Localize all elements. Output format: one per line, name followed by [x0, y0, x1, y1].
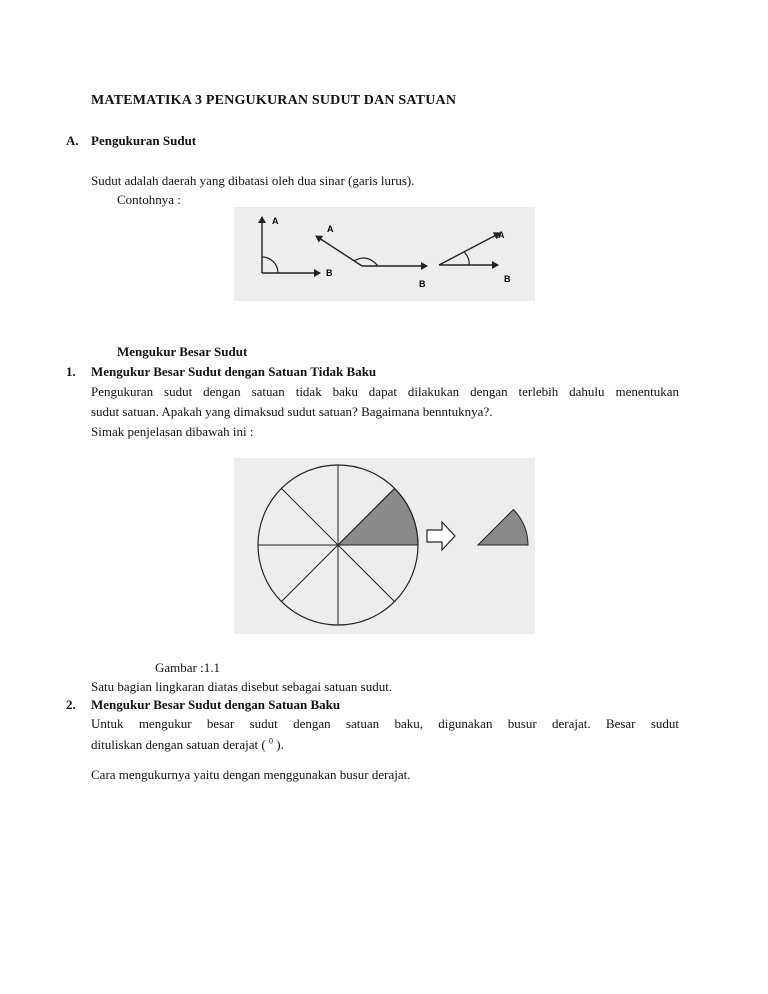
right-arrow-icon: [427, 522, 455, 550]
angle-figure: [234, 207, 535, 301]
page-title: MATEMATIKA 3 PENGUKURAN SUDUT DAN SATUAN: [91, 93, 457, 108]
after-figure-text: Satu bagian lingkaran diatas disebut sebagai satuan sudut.: [91, 679, 393, 694]
degree-superscript: 0: [268, 736, 273, 746]
item-1-line-2: sudut satuan. Apakah yang dimaksud sudut satuan? Bagaimana benntuknya?.: [91, 404, 493, 419]
section-a-marker: A.: [66, 133, 79, 148]
item-2-line-1: Untuk mengukur besar sudut dengan satuan baku, digunakan busur derajat. Besar sudut: [91, 716, 679, 731]
item-2-line-2: dituliskan dengan satuan derajat ( $^0$ ).: [91, 736, 284, 752]
label-a-1: A: [272, 216, 279, 226]
figure-caption: Gambar :1.1: [155, 660, 220, 675]
angle-arc-3: [464, 252, 469, 265]
item-1-line-1: Pengukuran sudut dengan satuan tidak baku dapat dilakukan dengan terlebih dahulu menentukan: [91, 384, 679, 399]
section-a-heading: Pengukuran Sudut: [91, 133, 197, 148]
item-2-number: 2.: [66, 697, 76, 712]
label-b-2: B: [419, 279, 426, 289]
label-a-3: A: [498, 230, 505, 240]
unit-sector: [478, 510, 528, 545]
label-b-3: B: [504, 274, 511, 284]
ray-a-2: [316, 236, 362, 266]
example-label: Contohnya :: [117, 192, 181, 207]
angle-diagram: [234, 207, 535, 301]
angle-arc-1: [262, 257, 278, 273]
ray-a-3: [439, 233, 500, 265]
item-1-heading: Mengukur Besar Sudut dengan Satuan Tidak Baku: [91, 364, 377, 379]
angle-arc-2: [354, 258, 378, 266]
circle-figure: [234, 458, 535, 634]
label-a-2: A: [327, 224, 334, 234]
item-2-heading: Mengukur Besar Sudut dengan Satuan Baku: [91, 697, 341, 712]
definition-text: Sudut adalah daerah yang dibatasi oleh dua sinar (garis lurus).: [91, 173, 415, 188]
subheading: Mengukur Besar Sudut: [117, 344, 248, 359]
circle-diagram: [234, 458, 535, 634]
item-1-number: 1.: [66, 364, 76, 379]
shaded-sector: [338, 488, 418, 545]
label-b-1: B: [326, 268, 333, 278]
item-1-line-3: Simak penjelasan dibawah ini :: [91, 424, 254, 439]
item-2-line-3: Cara mengukurnya yaitu dengan menggunakan busur derajat.: [91, 767, 411, 782]
